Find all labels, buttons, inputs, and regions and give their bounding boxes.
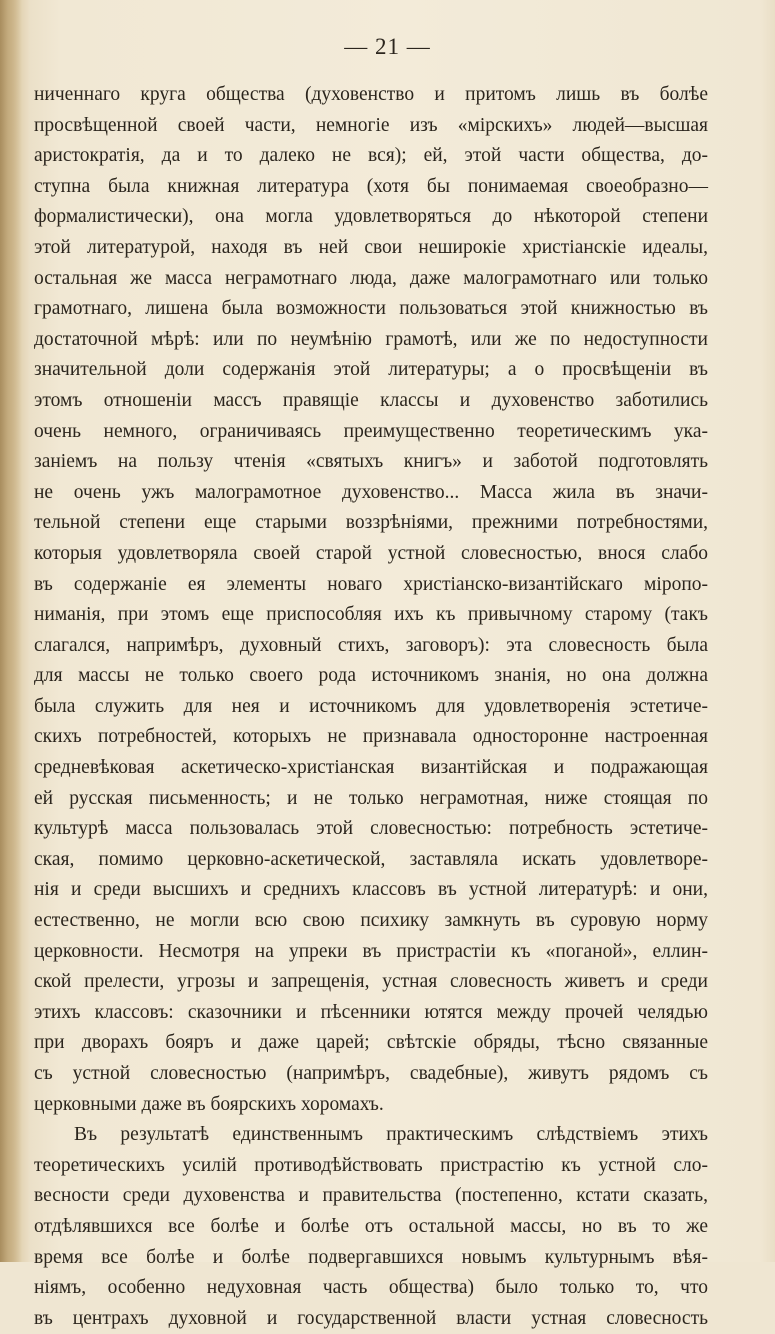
text-line: ступна была книжная литература (хотя бы понимаемая своеобразно— xyxy=(34,175,708,197)
text-line: скихъ потребностей, которыхъ не признавала односторонне настроенная xyxy=(34,726,708,748)
text-line: этомъ отношеніи массъ правящіе классы и духовенство заботились xyxy=(34,389,708,411)
text-line: ей русская письменность; и не только неграмотная, ниже стоящая по xyxy=(34,787,708,809)
text-line: этой литературой, находя въ ней свои неширокіе христіанскіе идеалы, xyxy=(34,236,708,258)
text-line: очень немного, ограничиваясь преимущественно теоретическимъ ука- xyxy=(34,420,708,442)
page-number: — 21 — xyxy=(344,34,431,59)
text-line: культурѣ масса пользовалась этой словесностью: потребность эстетиче- xyxy=(34,818,708,840)
text-line: церковными даже въ боярскихъ хоромахъ. xyxy=(34,1093,384,1115)
body-text xyxy=(34,80,708,1334)
text-line: остальная же масса неграмотнаго люда, даже малограмотнаго или только xyxy=(34,267,708,289)
text-line: ская, помимо церковно-аскетической, заставляла искать удовлетворе- xyxy=(34,848,708,870)
text-line: грамотнаго, лишена была возможности пользоваться этой книжностью въ xyxy=(34,298,708,320)
text-line: которыя удовлетворяла своей старой устной словесностью, внося слабо xyxy=(34,542,708,564)
text-line: достаточной мѣрѣ: или по неумѣнію грамотѣ, или же по недоступности xyxy=(34,328,708,350)
text-line: формалистически), она могла удовлетворяться до нѣкоторой степени xyxy=(34,206,708,228)
text-line: была служить для нея и источникомъ для удовлетворенія эстетиче- xyxy=(34,695,708,717)
binding-edge xyxy=(0,0,22,1262)
text-line: отдѣлявшихся все болѣе и болѣе отъ остальной массы, но въ то же xyxy=(34,1215,708,1237)
text-line: аристократія, да и то далеко не вся); ей, этой части общества, до- xyxy=(34,145,708,167)
text-line: слагался, напримѣръ, духовный стихъ, заговоръ): эта словесность была xyxy=(34,634,708,656)
text-line: съ устной словесностью (напримѣръ, свадебные), живутъ рядомъ съ xyxy=(34,1063,708,1084)
text-line: ніямъ, особенно недуховная часть общества) было только то, что xyxy=(34,1277,708,1299)
text-line: для массы не только своего рода источникомъ знанія, но она должна xyxy=(34,665,708,687)
text-line: значительной доли содержанія этой литературы; а о просвѣщеніи въ xyxy=(34,359,708,381)
text-line: ской прелести, угрозы и запрещенія, устная словесность живетъ и среди xyxy=(34,971,708,993)
text-line: время все болѣе и болѣе подвергавшихся новымъ культурнымъ вѣя- xyxy=(34,1246,708,1268)
text-line: въ центрахъ духовной и государственной власти устная словесность xyxy=(34,1307,708,1329)
text-line: ниманія, при этомъ еще приспособляя ихъ къ привычному старому (такъ xyxy=(34,604,708,626)
text-line: при дворахъ бояръ и даже царей; свѣтскіе обряды, тѣсно связанные xyxy=(34,1032,708,1054)
text-line: тельной степени еще старыми воззрѣніями, прежними потребностями, xyxy=(34,512,708,534)
text-line: этихъ классовъ: сказочники и пѣсенники ютятся между прочей челядью xyxy=(34,1001,708,1023)
text-line: весности среди духовенства и правительства (постепенно, кстати сказать, xyxy=(34,1185,708,1207)
text-line: просвѣщенной своей части, немногіе изъ «мірскихъ» людей—высшая xyxy=(34,114,708,136)
text-line: ниченнаго круга общества (духовенство и притомъ лишь въ болѣе xyxy=(34,84,708,105)
text-line: Въ результатѣ единственнымъ практическимъ слѣдствіемъ этихъ xyxy=(74,1124,708,1146)
text-line: нія и среди высшихъ и среднихъ классовъ въ устной литературѣ: и они, xyxy=(34,879,708,901)
text-line: естественно, не могли всю свою психику замкнуть въ суровую норму xyxy=(34,910,708,932)
text-line: не очень ужъ малограмотное духовенство... Масса жила въ значи- xyxy=(34,481,708,503)
text-line: церковности. Несмотря на упреки въ пристрастіи къ «поганой», еллин- xyxy=(34,940,708,962)
text-line: теоретическихъ усилій противодѣйствовать пристрастію къ устной сло- xyxy=(34,1154,708,1176)
text-line: заніемъ на пользу чтенія «святыхъ книгъ» и заботой подготовлять xyxy=(34,451,708,473)
text-line: въ содержаніе ея элементы новаго христіанско-византійскаго міропо- xyxy=(34,573,708,595)
text-line: средневѣковая аскетическо-христіанская византійская и подражающая xyxy=(34,757,708,779)
